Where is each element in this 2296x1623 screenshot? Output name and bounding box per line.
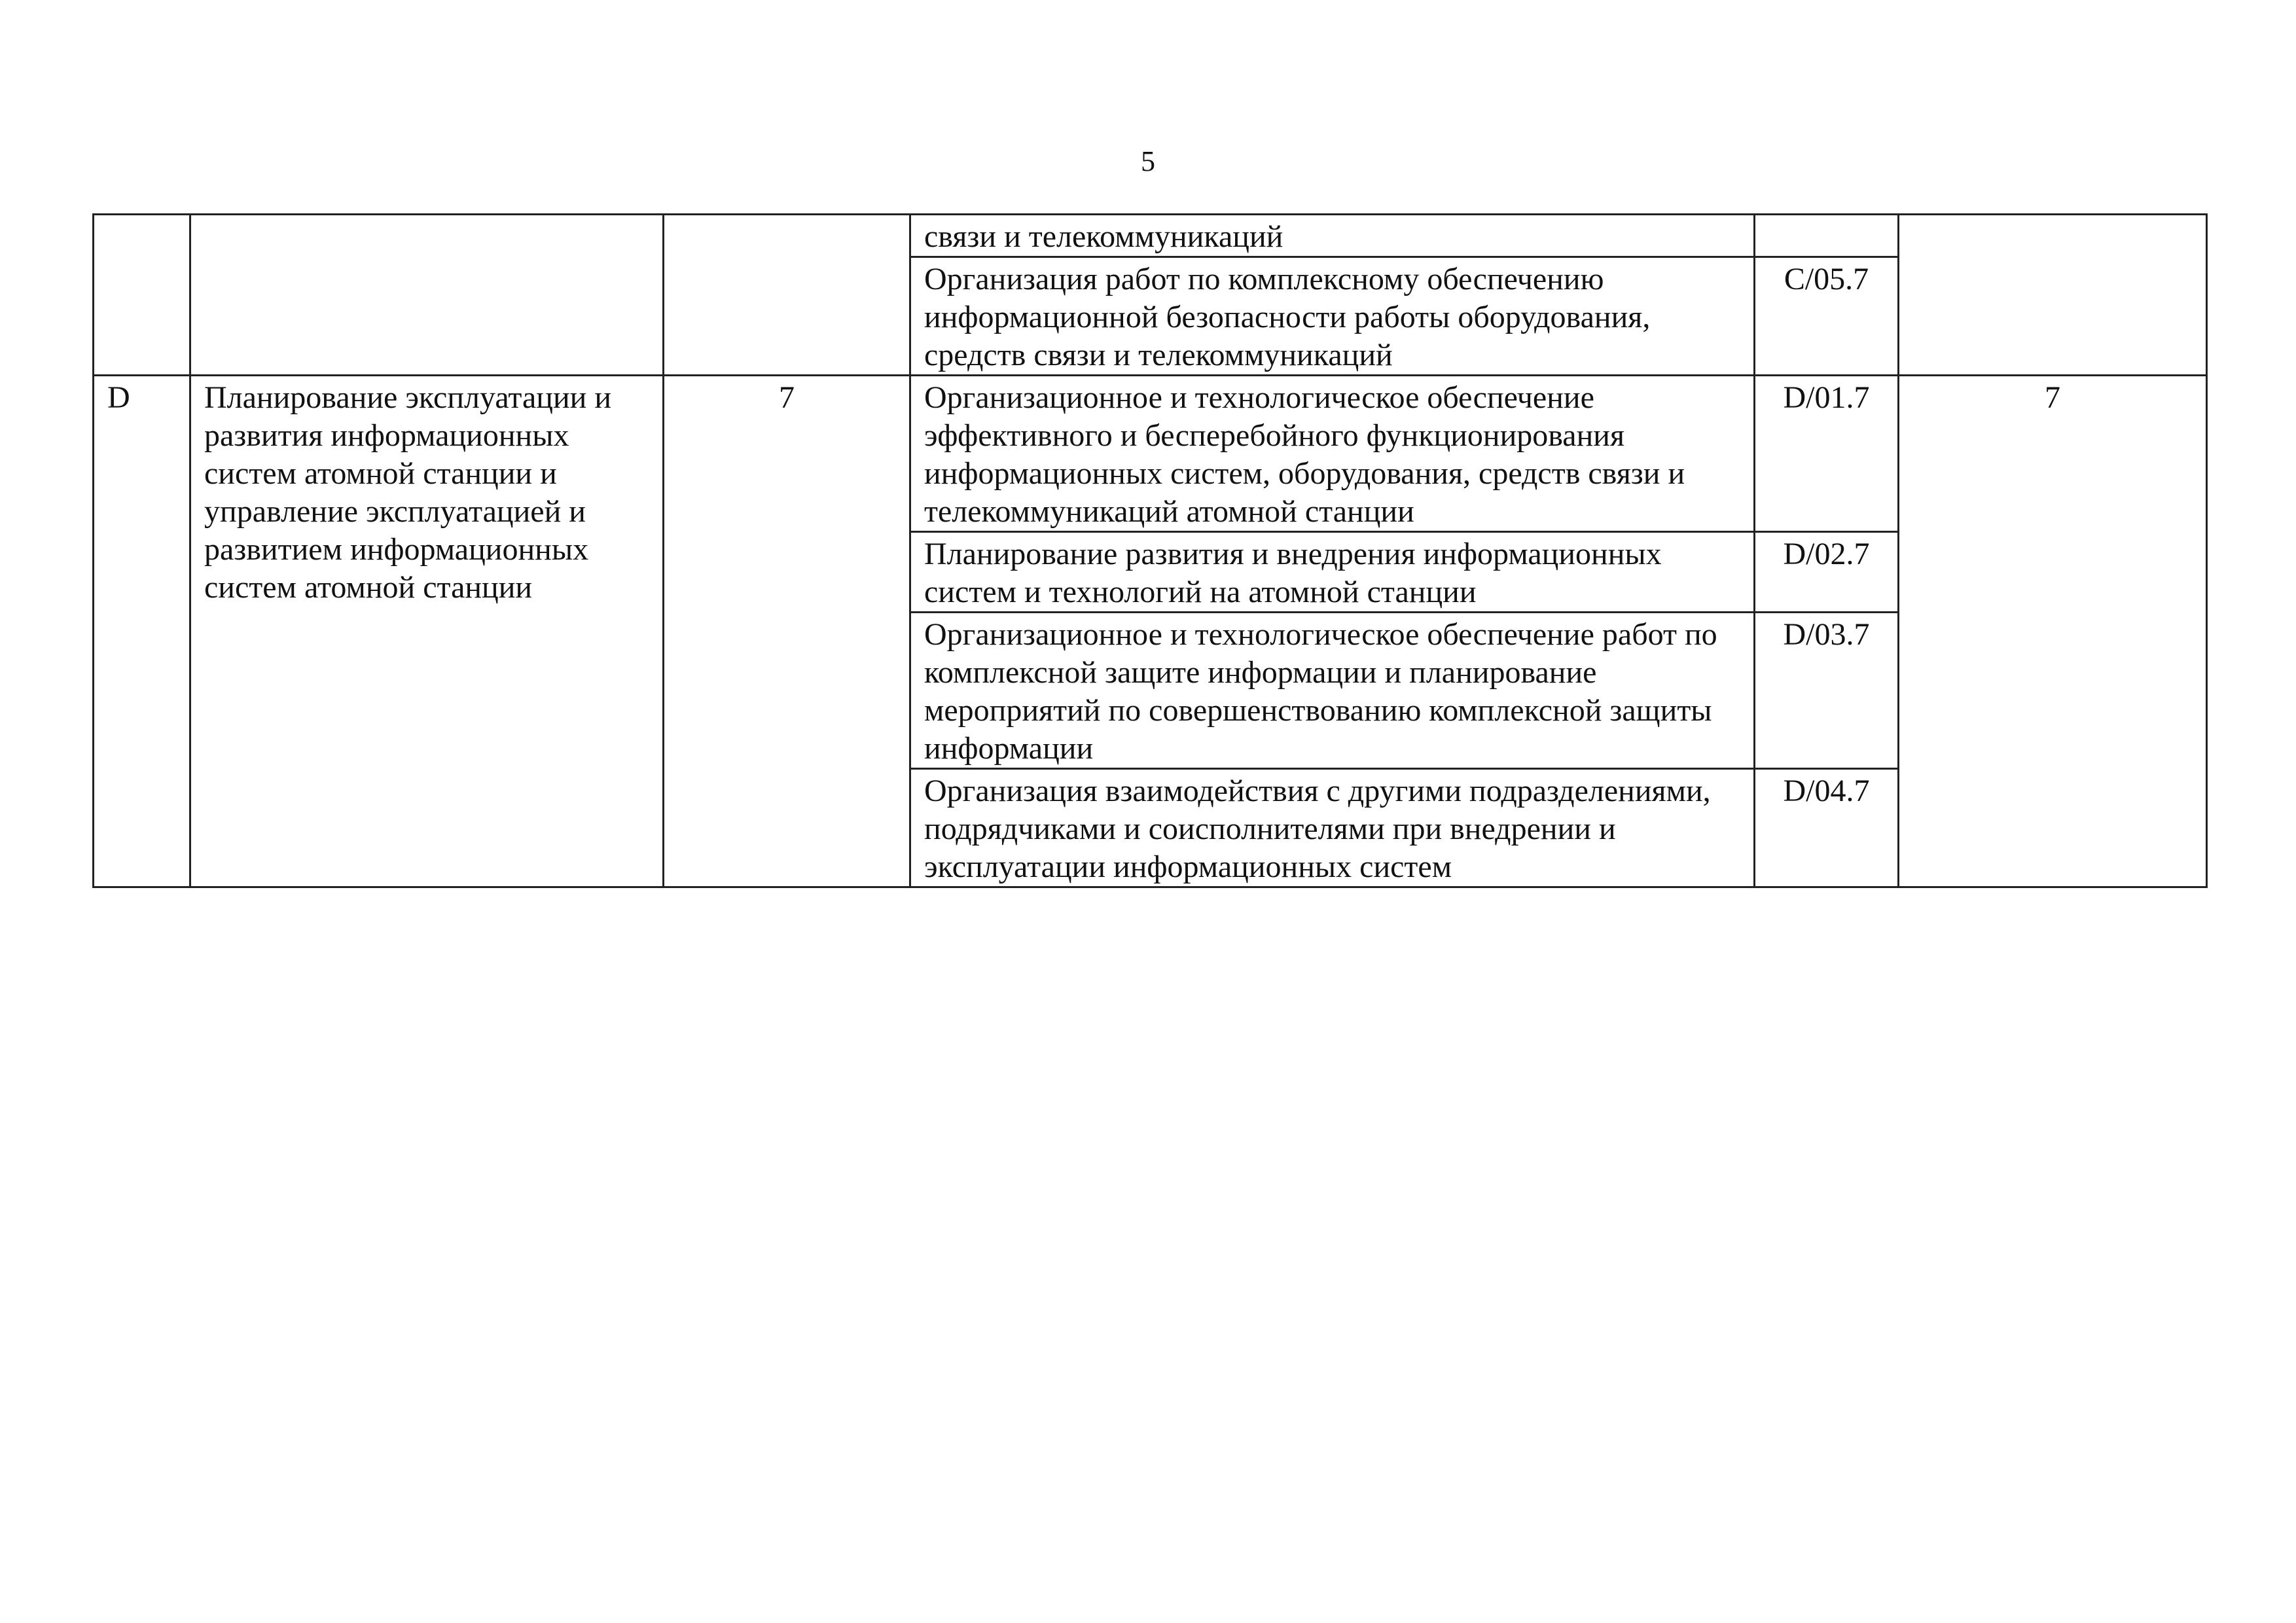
function-code-cell xyxy=(1755,257,1899,376)
group-level-cell xyxy=(664,376,910,887)
function-name-cell xyxy=(910,769,1755,887)
function-name-text: Организационное и технологическое обеспечение эффективного и бесперебойного функционирования информационных систем, оборудования, средств связи и телекоммуникаций атомной станции xyxy=(924,380,1685,529)
function-name-text: Планирование развития и внедрения информационных систем и технологий на атомной станции xyxy=(924,537,1662,609)
cont-code-cell xyxy=(94,215,190,376)
cont-name-cell xyxy=(190,215,664,376)
function-code-cell xyxy=(1755,532,1899,613)
function-name-cell xyxy=(910,613,1755,769)
function-name-text: Организация работ по комплексному обеспечению информационной безопасности работы оборудования, средств связи и телекоммуникаций xyxy=(924,262,1651,372)
group-code-text: D xyxy=(107,380,130,415)
function-code-cell xyxy=(1755,613,1899,769)
function-code-cell xyxy=(1755,215,1899,257)
function-code-text: D/01.7 xyxy=(1783,380,1870,415)
group-name-text: Планирование эксплуатации и развития информационных систем атомной станции и управление эксплуатацией и развитием информационных систем атомной станции xyxy=(204,380,612,605)
function-code-cell xyxy=(1755,769,1899,887)
function-code-text: D/02.7 xyxy=(1783,537,1870,571)
cont-level-cell xyxy=(664,215,910,376)
function-name-cell xyxy=(910,257,1755,376)
cont-sublevel-cell xyxy=(1899,215,2207,376)
function-name-cell xyxy=(910,215,1755,257)
function-code-cell xyxy=(1755,376,1899,532)
group-code-cell xyxy=(94,376,190,887)
group-name-cell xyxy=(190,376,664,887)
function-name-text: Организация взаимодействия с другими подразделениями, подрядчиками и соисполнителями при внедрении и эксплуатации информационных систем xyxy=(924,774,1711,884)
function-name-cell xyxy=(910,532,1755,613)
functions-table xyxy=(92,213,2208,888)
group-sublevel-cell xyxy=(1899,376,2207,887)
table-row-group-d xyxy=(94,376,2207,532)
function-name-text: связи и телекоммуникаций xyxy=(924,219,1283,254)
function-name-cell xyxy=(910,376,1755,532)
group-sublevel-text: 7 xyxy=(2045,380,2060,415)
function-code-text: D/04.7 xyxy=(1783,774,1870,808)
group-level-text: 7 xyxy=(779,380,795,415)
page-number: 5 xyxy=(1141,145,1155,177)
table-row-continuation-1 xyxy=(94,215,2207,257)
function-code-text: C/05.7 xyxy=(1784,262,1869,296)
function-code-text: D/03.7 xyxy=(1783,617,1870,652)
function-name-text: Организационное и технологическое обеспечение работ по комплексной защите информации и планирование мероприятий по совершенствованию комплексной защиты информации xyxy=(924,617,1717,766)
